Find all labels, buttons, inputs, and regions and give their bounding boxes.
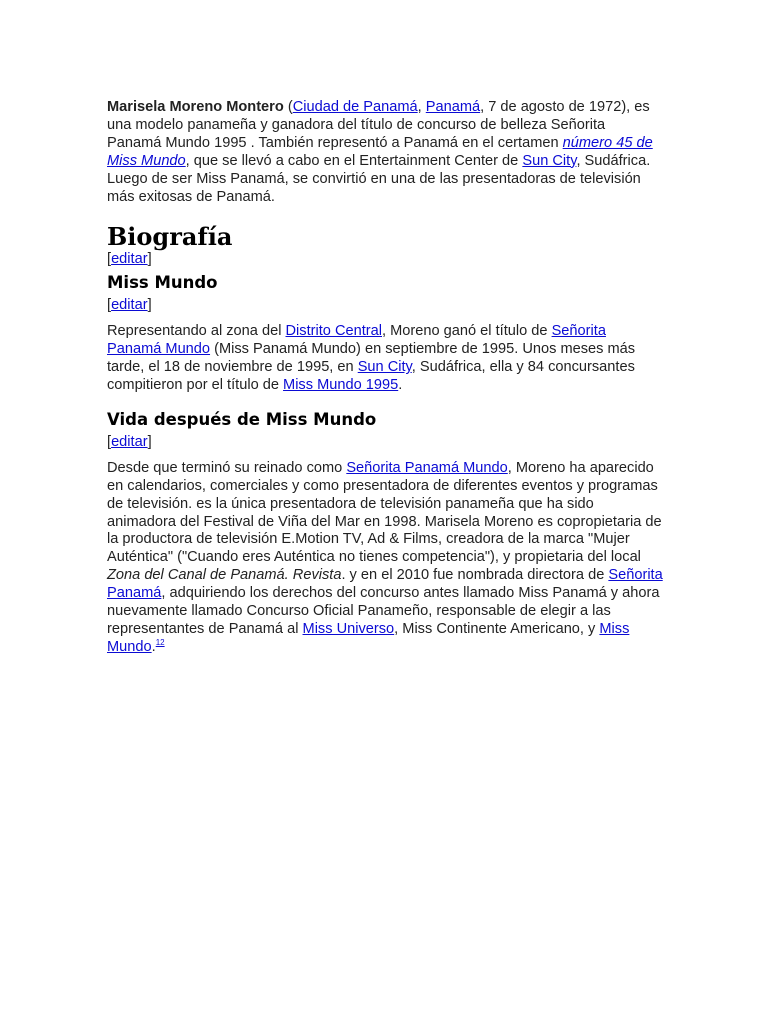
text: , Miss Continente Americano, y [394,620,600,637]
article-body [107,99,663,657]
vida-paragraph [107,460,663,657]
text: , Moreno ha aparecido en calendarios, comerciales y como presentadora de diferentes eventos y programas de televisión. es la única presentadora de televisión panameña que ha sido animadora del Festival de Viña del Mar en 1998. Marisela Moreno es copropietaria de la productora de televisión E.Motion TV, Ad & Films, creadora de la marca "Mujer Auténtica" ("Cuando eres Auténtica no tienes competencia"), y propietaria del local [107,459,662,566]
miss-mundo-paragraph [107,323,663,395]
edit-link[interactable]: editar [111,251,148,268]
bracket: ] [147,251,152,268]
link-miss-universo[interactable]: Miss Universo [302,620,395,637]
text: Desde que terminó su reinado como [107,459,347,476]
text: Representando al zona del [107,323,286,340]
text: . [151,638,156,655]
text: , adquiriendo los derechos del concurso antes llamado Miss Panamá y ahora nuevamente llamado Concurso Oficial Panameño, responsable de elegir a las representantes de Panamá al [107,585,660,637]
text: , Moreno ganó el título de [382,323,552,340]
link-panama[interactable]: Panamá [425,99,481,115]
text: , Sudáfrica, ella y 84 concursantes compitieron por el título de [107,359,635,393]
text: (Miss Panamá Mundo) en septiembre de 1995. Unos meses más tarde, el 18 de noviembre de 1995, en [107,341,636,376]
link-sun-city[interactable]: Sun City [357,359,412,376]
link-text: número 45 de Miss Mundo [107,134,653,169]
heading-miss-mundo: Miss Mundo [107,273,218,293]
heading-vida-despues: Vida después de Miss Mundo [107,409,377,429]
heading-biografia: Biografía [107,222,233,252]
subject-name: Marisela Moreno Montero [107,99,284,115]
link-distrito-central[interactable]: Distrito Central [285,323,383,340]
link-senorita-panama-mundo[interactable]: Señorita Panamá Mundo [346,459,508,476]
text: . y en el 2010 fue nombrada directora de [341,567,609,584]
bracket: ] [147,433,152,450]
edit-section-biografia [107,251,663,269]
edit-section-vida [107,434,663,452]
link-ciudad-de-panama[interactable]: Ciudad de Panamá [292,99,418,115]
text: , [417,99,426,115]
link-senorita-panama-mundo[interactable]: Señorita Panamá Mundo [107,323,606,358]
bracket: ] [147,297,152,314]
italic-title: Zona del Canal de Panamá. Revista [107,567,342,584]
edit-link[interactable]: editar [111,433,148,450]
text: , Sudáfrica. Luego de ser Miss Panamá, se convirtió en una de las presentadoras de televisión más exitosas de Panamá. [107,152,651,205]
link-miss-mundo-1995[interactable]: Miss Mundo 1995 [283,376,399,393]
link-miss-mundo[interactable]: Miss Mundo [107,620,630,655]
text: . [398,376,403,393]
edit-section-miss-mundo [107,297,663,315]
bracket: [ [107,433,112,450]
intro-paragraph [107,99,663,206]
text: , 7 de agosto de 1972), es una modelo panameña y ganadora del título de concurso de belleza Señorita Panamá Mundo 1995 . También representó a Panamá en el certamen [107,99,650,151]
edit-link[interactable]: editar [111,297,148,314]
text: , que se llevó a cabo en el Entertainment Center de [185,152,523,169]
link-sun-city[interactable]: Sun City [522,152,577,169]
text: ( [283,99,293,115]
bracket: [ [107,251,112,268]
link-senorita-panama[interactable]: Señorita Panamá [107,567,663,602]
bracket: [ [107,297,112,314]
footnote-reference[interactable]: 12 [155,637,165,647]
